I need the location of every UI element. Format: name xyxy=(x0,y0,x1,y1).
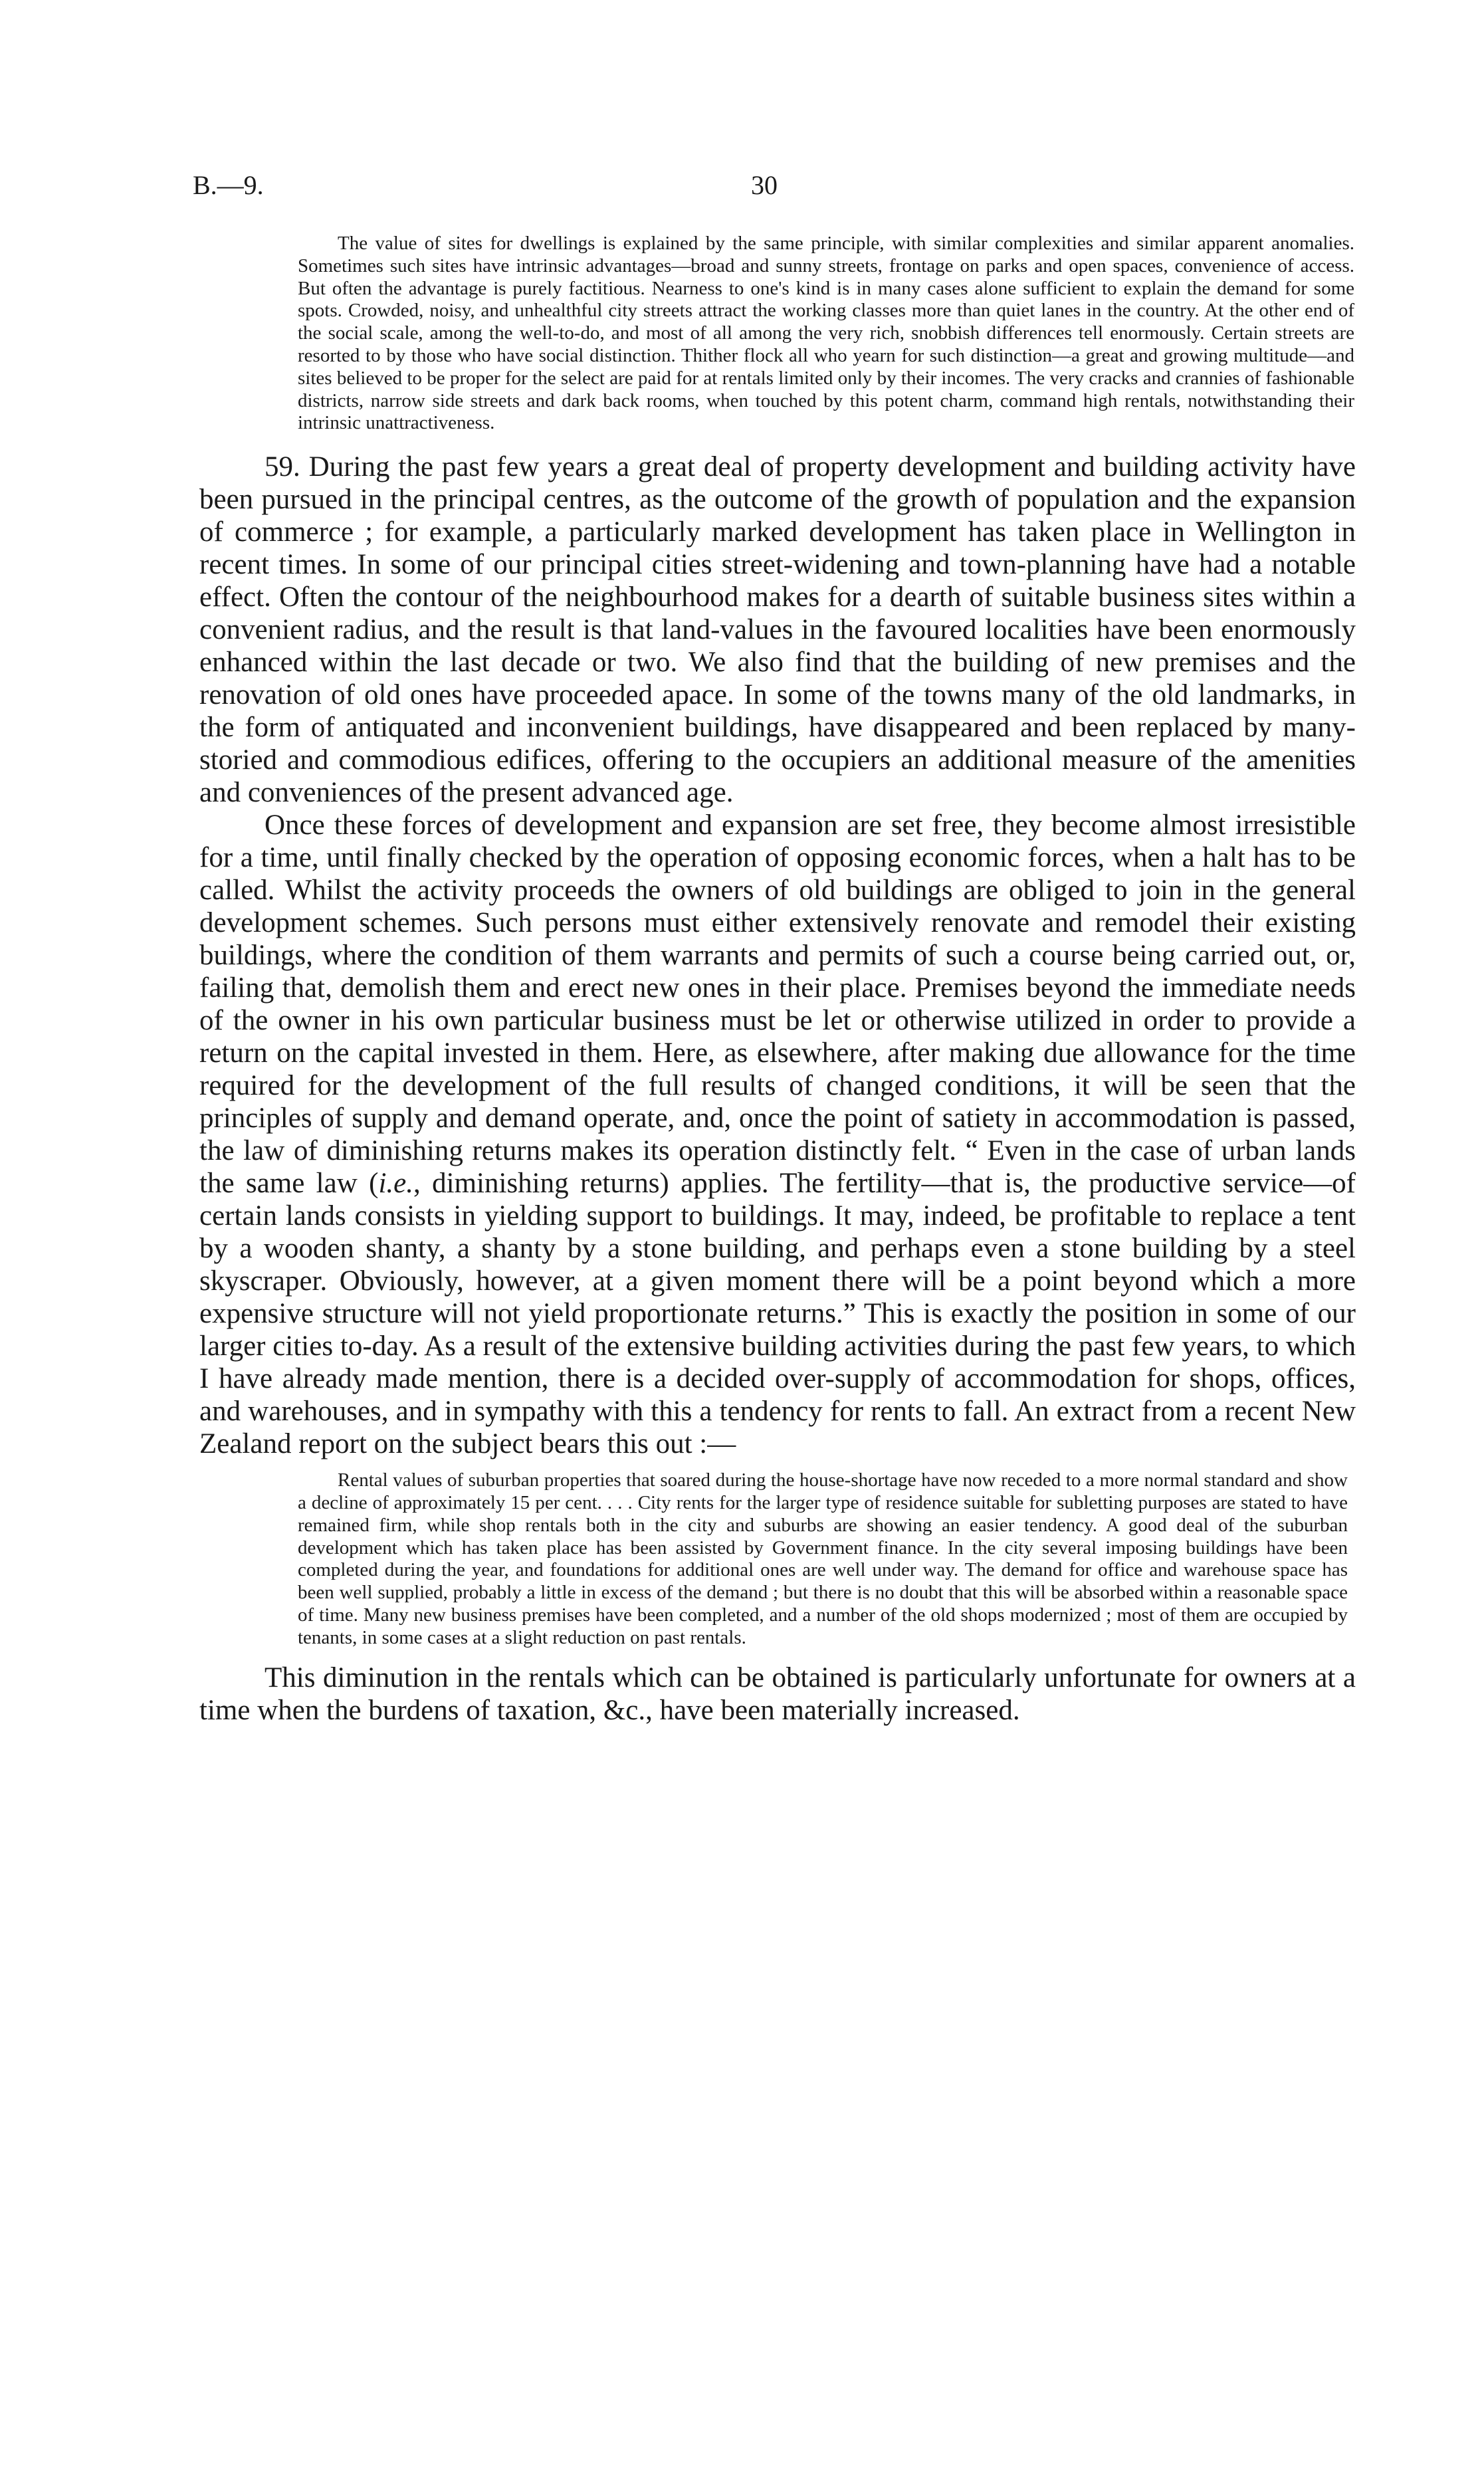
paragraph-rental-diminution: This diminution in the rentals which can be obtained is particularly unfortunate for owners at a time when the burdens of taxation, &c., have been materially increased. xyxy=(199,1662,1356,1726)
paragraph-text-part-2: , diminishing returns) applies. The fertility—that is, the productive service—of certain lands consists in yielding support to buildings. It may, indeed, be profitable to replace a tent by a wooden shanty, a shanty by a stone building, and perhaps even a stone building by a steel skyscraper. Obviously, however, at a given moment there will be a point beyond which a more expensive structure will not yield proportionate returns.” This is exactly the position in some of our larger cities to-day. As a result of the extensive building activities during the past few years, to which I have already made mention, there is a decided over-supply of accommodation for shops, offices, and warehouses, and in sympathy with this a tendency for rents to fall. An extract from a recent New Zealand report on the subject bears this out :— xyxy=(199,1168,1356,1460)
italic-ie: i.e. xyxy=(378,1168,414,1200)
block-quote-rental-report: Rental values of suburban properties that soared during the house-shortage have now receded to a more normal standard and show a decline of approximately 15 per cent. . . . City rents for the larger type of residence suitable for subletting purposes are stated to have remained firm, while shop rentals both in the city and suburbs are showing an easier tendency. A good deal of the suburban development which has taken place has been assisted by Government finance. In the city several imposing buildings have been completed during the year, and foundations for additional ones are well under way. The demand for office and warehouse space has been well supplied, probably a little in excess of the demand ; but there is no doubt that this will be absorbed within a reasonable space of time. Many new business premises have been completed, and a number of the old shops modernized ; most of them are occupied by tenants, in some cases at a slight reduction on past rentals. xyxy=(298,1469,1348,1648)
document-reference: B.—9. xyxy=(193,170,264,200)
page-body xyxy=(199,233,1356,1727)
paragraph-text-part-1: Once these forces of development and expansion are set free, they become almost irresistible for a time, until finally checked by the operation of opposing economic forces, when a halt has to be called. Whilst the activity proceeds the owners of old buildings are obliged to join in the general development schemes. Such persons must either extensively renovate and remodel their existing buildings, where the condition of them warrants and permits of such a course being carried out, or, failing that, demolish them and erect new ones in their place. Premises beyond the immediate needs of the owner in his own particular business must be let or otherwise utilized in order to provide a return on the capital invested in them. Here, as elsewhere, after making due allowance for the time required for the development of the full results of changed conditions, it will be seen that the principles of supply and demand operate, and, once the point of satiety in accommodation is passed, the law of diminishing returns makes its operation distinctly felt. “ Even in the case of urban lands the same law ( xyxy=(199,809,1356,1200)
paragraph-59: 59. During the past few years a great deal of property development and building activity have been pursued in the principal centres, as the outcome of the growth of population and the expansion of commerce ; for example, a particularly marked development has taken place in Wellington in recent times. In some of our principal cities street-widening and town-planning have had a notable effect. Often the contour of the neighbourhood makes for a dearth of suitable business sites within a convenient radius, and the result is that land-values in the favoured localities have been enormously enhanced within the last decade or two. We also find that the building of new premises and the renovation of old ones have proceeded apace. In some of the towns many of the old landmarks, in the form of antiquated and inconvenient buildings, have disappeared and been replaced by many-storied and commodious edifices, offering to the occupiers an additional measure of the amenities and conveniences of the present advanced age. xyxy=(199,451,1356,809)
page-header xyxy=(193,169,1349,209)
paragraph-development-forces xyxy=(199,809,1356,1460)
page-number: 30 xyxy=(751,170,778,200)
block-quote-land-values: The value of sites for dwellings is explained by the same principle, with similar complexities and similar apparent anomalies. Sometimes such sites have intrinsic advantages—broad and sunny streets, frontage on parks and open spaces, convenience of access. But often the advantage is purely factitious. Nearness to one's kind is in many cases alone sufficient to explain the demand for some spots. Crowded, noisy, and unhealthful city streets attract the working classes more than quiet lanes in the country. At the other end of the social scale, among the well-to-do, and most of all among the very rich, snobbish differences tell enormously. Certain streets are resorted to by those who have social distinction. Thither flock all who yearn for such distinction—a great and growing multitude—and sites believed to be proper for the select are paid for at rentals limited only by their incomes. The very cracks and crannies of fashionable districts, narrow side streets and dark back rooms, when touched by this potent charm, command high rentals, notwithstanding their intrinsic unattractiveness. xyxy=(298,233,1354,434)
